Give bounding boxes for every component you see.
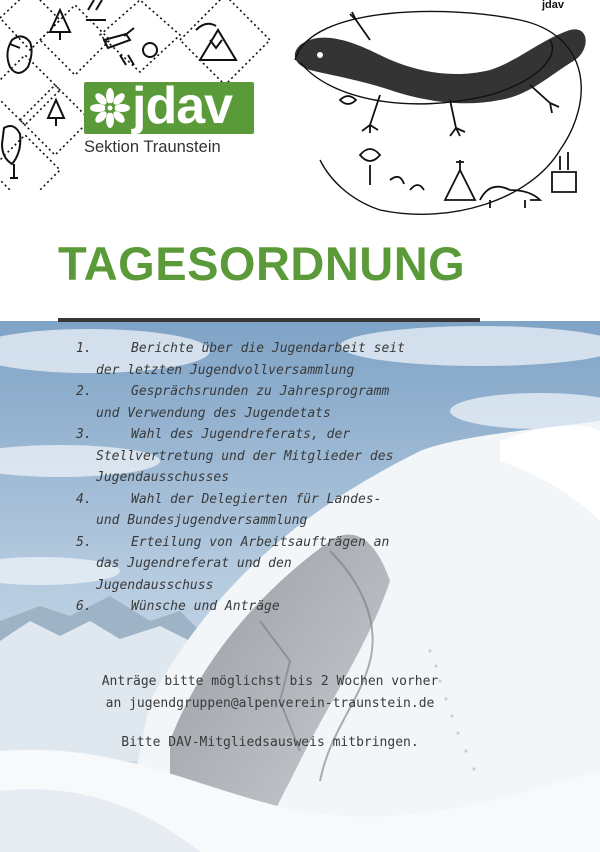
agenda-list [76, 338, 496, 618]
bird-icon [7, 36, 31, 73]
edelweiss-icon [90, 88, 130, 128]
dinosaur-icon [480, 187, 540, 208]
mountain-icon [200, 30, 236, 60]
membership-card-note: Bitte DAV-Mitgliedsausweis mitbringen. [121, 735, 419, 750]
agenda-item-text: das Jugendreferat und den [96, 556, 292, 571]
agenda-item-number: 5. [76, 534, 92, 550]
agenda-item-text: Wahl der Delegierten für Landes- [131, 491, 382, 507]
agenda-item-text: und Bundesjugendversammlung [96, 513, 308, 528]
agenda-item-text: Wünsche und Anträge [131, 599, 280, 614]
agenda-item [76, 424, 496, 489]
salamander-illustration [290, 0, 600, 225]
agenda-item [76, 338, 496, 381]
agenda-item-text: Berichte über die Jugendarbeit seit [131, 341, 405, 356]
svg-text:jdav: jdav [542, 0, 565, 11]
agenda-item-number: 3. [76, 427, 92, 442]
agenda-item [76, 381, 496, 424]
tree-icon [50, 10, 70, 40]
agenda-item-text: Gesprächsrunden zu Jahresprogramm [131, 384, 390, 399]
agenda-item-text: Erteilung von Arbeitsaufträgen an [131, 534, 390, 550]
agenda-item-text: Wahl des Jugendreferats, der [131, 427, 351, 442]
contact-email[interactable]: an jugendgruppen@alpenverein-traunstein.de [105, 696, 435, 711]
jdav-logo [84, 77, 254, 162]
agenda-item-text: der letzten Jugendvollversammlung [96, 362, 355, 378]
agenda-item-number: 4. [76, 491, 92, 507]
agenda-item-text: Stellvertretung und der Mitglieder des [96, 448, 394, 464]
proposals-deadline-note: Anträge bitte möglichst bis 2 Wochen vorher [101, 674, 439, 689]
agenda-item-text: Jugendausschusses [96, 470, 230, 485]
title-divider [58, 318, 480, 322]
agenda-item [76, 532, 496, 597]
agenda-item-number: 6. [76, 599, 92, 614]
agenda-item-text: und Verwendung des Jugendetats [96, 405, 331, 421]
agenda-item-number: 2. [76, 384, 92, 399]
logo-subtitle: Sektion Traunstein [84, 138, 221, 156]
agenda-item [76, 596, 496, 618]
bird-icon [2, 126, 20, 178]
page-title: TAGESORDNUNG [58, 237, 466, 290]
agenda-item-number: 1. [76, 341, 92, 356]
agenda-item-text: Jugendausschuss [96, 577, 214, 593]
tent-icon [445, 160, 475, 200]
agenda-item [76, 489, 496, 532]
logo-brand-text: jdav [132, 77, 233, 135]
logo-green-box [84, 77, 254, 135]
tree-icon [48, 100, 64, 126]
